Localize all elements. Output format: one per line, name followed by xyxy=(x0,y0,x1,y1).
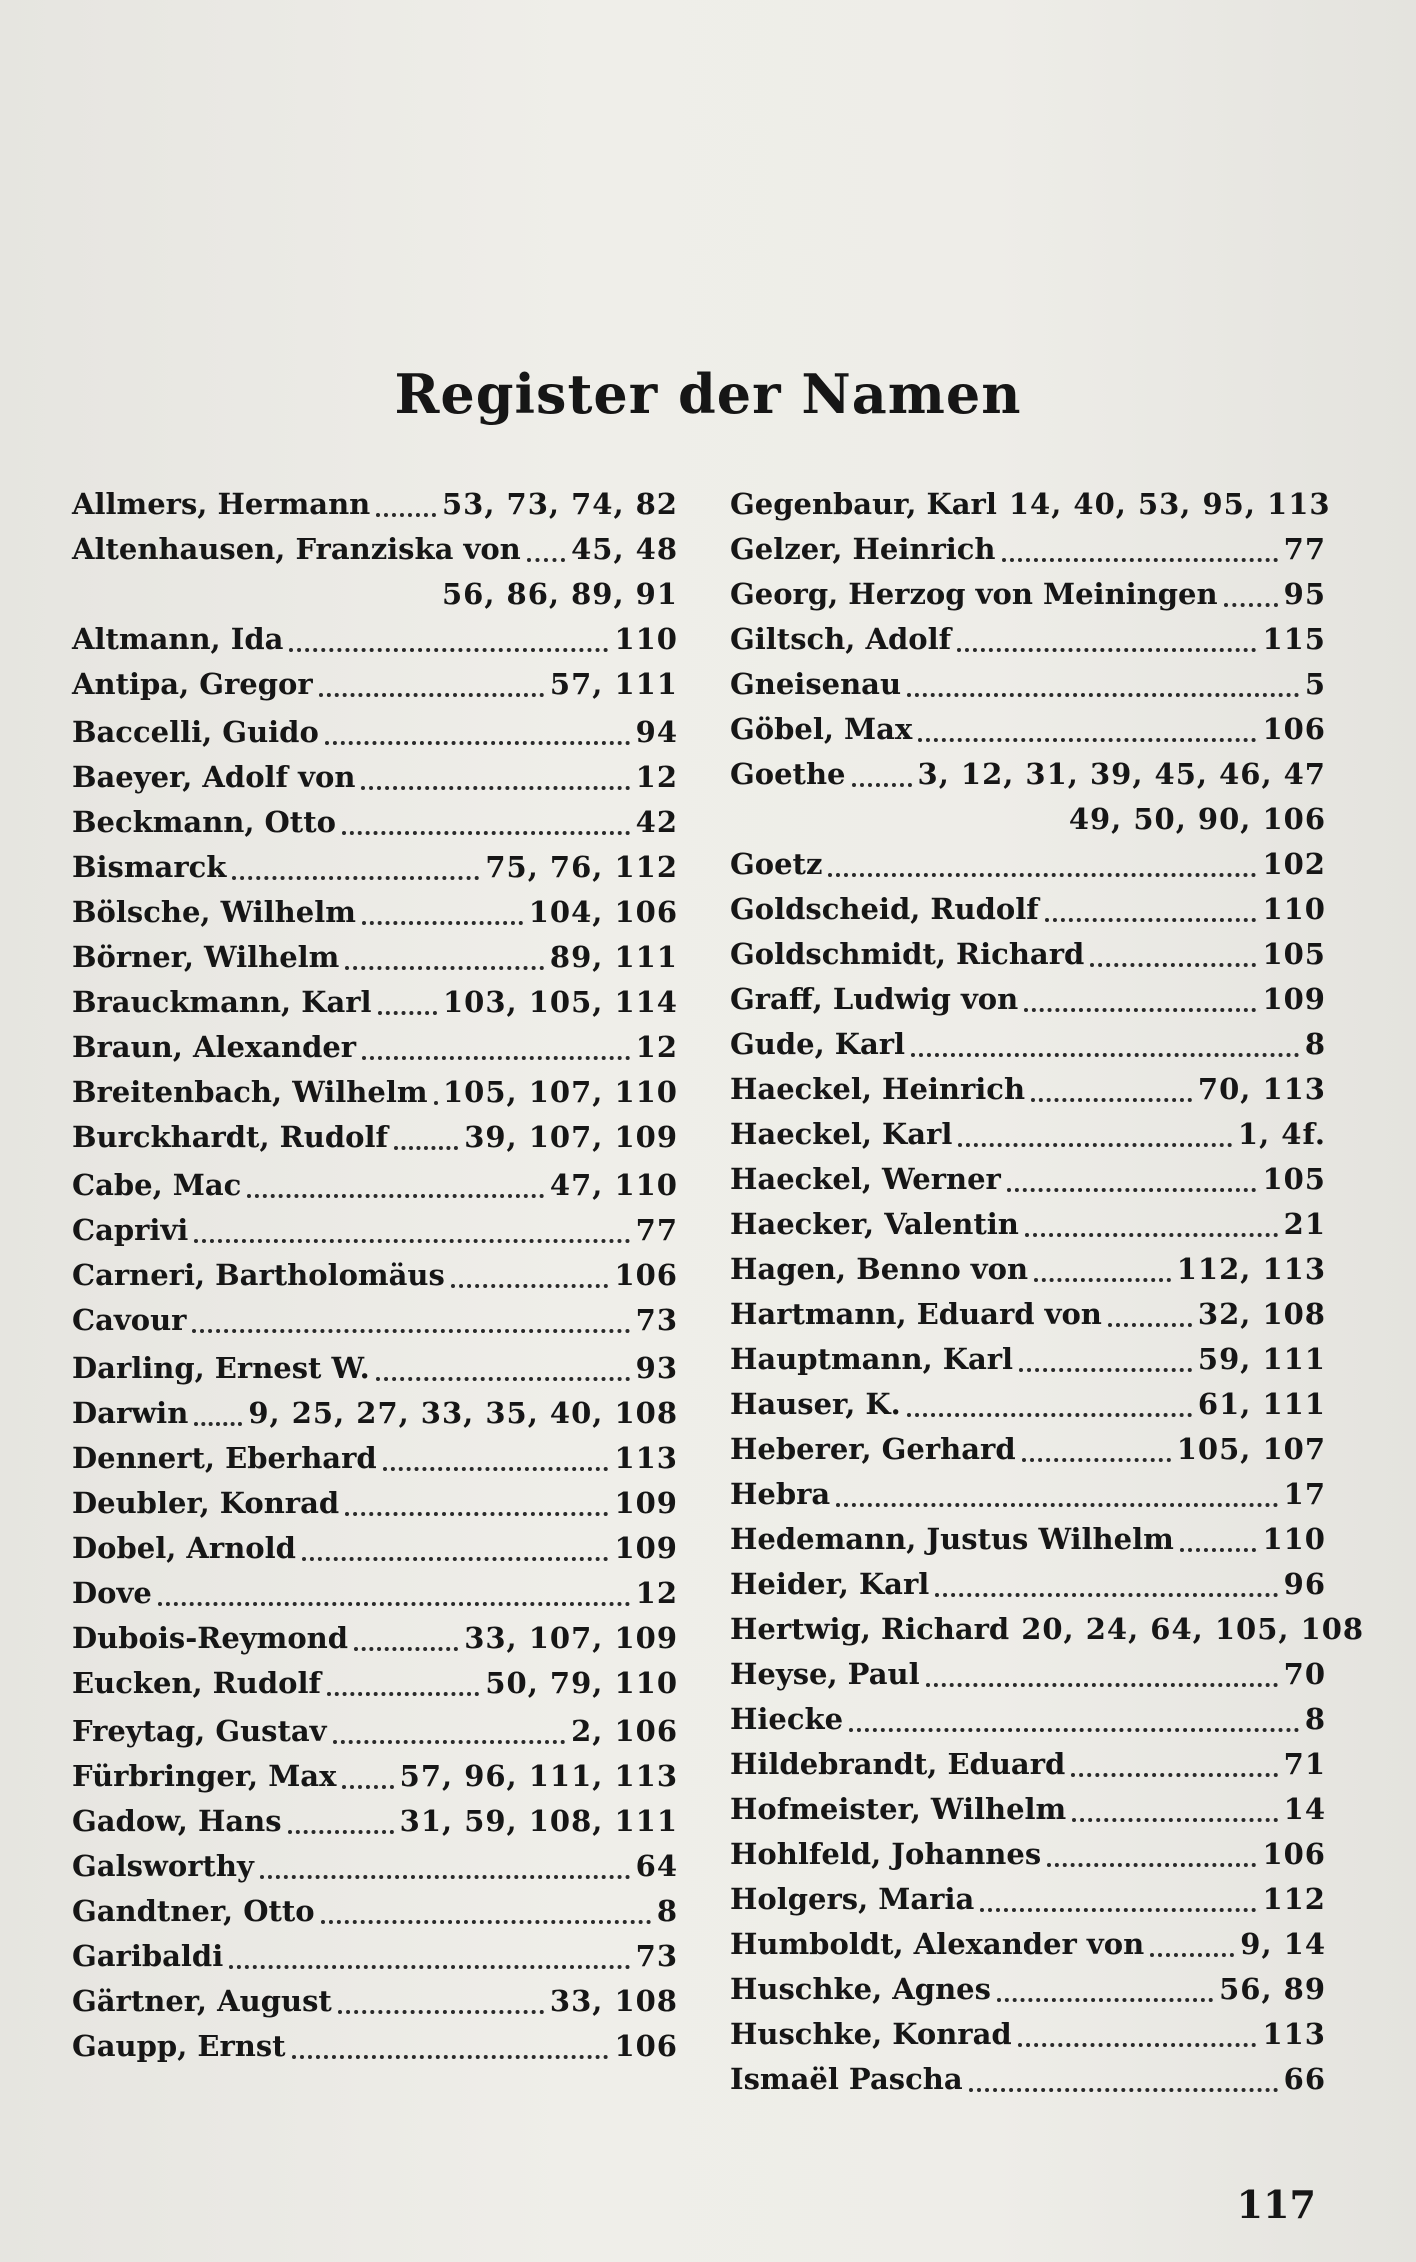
dot-leader xyxy=(935,1593,1277,1597)
entry-name: Goldscheid, Rudolf xyxy=(730,892,1039,926)
dot-leader xyxy=(1024,1008,1256,1012)
entry-name: Gelzer, Heinrich xyxy=(730,532,996,566)
index-entry xyxy=(730,1112,1326,1157)
dot-leader xyxy=(232,876,479,880)
index-entry xyxy=(730,2057,1326,2102)
entry-pages: 53, 73, 74, 82 xyxy=(441,487,678,521)
index-entry xyxy=(730,1337,1326,1382)
entry-pages: 75, 76, 112 xyxy=(485,850,678,884)
entry-pages: 14, 40, 53, 95, 113 xyxy=(1008,487,1331,521)
dot-leader xyxy=(451,1284,609,1288)
entry-pages: 1, 4f. xyxy=(1237,1117,1326,1151)
entry-pages: 105, 107, 110 xyxy=(443,1075,678,1109)
dot-leader xyxy=(247,1194,544,1198)
entry-name: Darwin xyxy=(72,1396,189,1430)
entry-name: Deubler, Konrad xyxy=(72,1486,340,1520)
dot-leader xyxy=(1224,603,1278,607)
entry-pages: 2, 106 xyxy=(571,1714,678,1748)
entry-name: Hertwig, Richard xyxy=(730,1612,1010,1646)
entry-pages: 12 xyxy=(635,760,678,794)
entry-pages: 106 xyxy=(1262,712,1326,746)
index-entry xyxy=(730,1562,1326,1607)
index-entry xyxy=(730,707,1326,752)
entry-name: Gandtner, Otto xyxy=(72,1894,315,1928)
entry-pages: 32, 108 xyxy=(1197,1297,1326,1331)
entry-name: Altenhausen, Franziska von xyxy=(72,532,521,566)
entry-pages: 95 xyxy=(1283,577,1326,611)
entry-name: Dobel, Arnold xyxy=(72,1531,296,1565)
dot-leader xyxy=(1108,1323,1192,1327)
dot-leader xyxy=(288,1830,394,1834)
entry-pages: 59, 111 xyxy=(1197,1342,1326,1376)
entry-name: Dove xyxy=(72,1576,152,1610)
index-entry xyxy=(730,887,1326,932)
entry-pages: 56, 86, 89, 91 xyxy=(441,577,678,611)
entry-name: Gude, Karl xyxy=(730,1027,906,1061)
dot-leader xyxy=(194,1422,242,1426)
index-entry xyxy=(72,1979,678,2024)
entry-name: Göbel, Max xyxy=(730,712,913,746)
entry-pages: 12 xyxy=(635,1576,678,1610)
entry-name: Hildebrandt, Eduard xyxy=(730,1747,1066,1781)
index-entry xyxy=(730,842,1326,887)
index-entry xyxy=(72,1436,678,1481)
entry-name: Goldschmidt, Richard xyxy=(730,937,1085,971)
entry-name: Altmann, Ida xyxy=(72,622,284,656)
entry-name: Hartmann, Eduard von xyxy=(730,1297,1102,1331)
index-entry xyxy=(730,1247,1326,1292)
dot-leader xyxy=(1031,1098,1192,1102)
entry-name: Börner, Wilhelm xyxy=(72,940,340,974)
entry-pages: 64 xyxy=(635,1849,678,1883)
entry-pages: 70, 113 xyxy=(1197,1072,1326,1106)
entry-pages: 50, 79, 110 xyxy=(485,1666,678,1700)
dot-leader xyxy=(362,921,523,925)
entry-pages: 94 xyxy=(635,715,678,749)
dot-leader xyxy=(852,783,912,787)
entry-pages: 106 xyxy=(614,1258,678,1292)
entry-name: Bismarck xyxy=(72,850,227,884)
dot-leader xyxy=(383,1467,609,1471)
entry-name: Garibaldi xyxy=(72,1939,224,1973)
dot-leader xyxy=(1045,918,1257,922)
entry-name: Cavour xyxy=(72,1303,187,1337)
index-entry xyxy=(730,1652,1326,1697)
dot-leader xyxy=(1019,1368,1192,1372)
dot-leader xyxy=(325,741,630,745)
dot-leader xyxy=(527,558,565,562)
dot-leader xyxy=(354,1647,458,1651)
entry-name: Goethe xyxy=(730,757,846,791)
dot-leader xyxy=(1090,963,1256,967)
dot-leader xyxy=(926,1683,1278,1687)
entry-pages: 14 xyxy=(1283,1792,1326,1826)
index-entry xyxy=(72,1709,678,1754)
index-entry xyxy=(72,755,678,800)
entry-name: Braun, Alexander xyxy=(72,1030,357,1064)
entry-name: Ismaël Pascha xyxy=(730,2062,963,2096)
index-entry xyxy=(730,482,1331,527)
index-entry xyxy=(730,1022,1326,1067)
index-entry xyxy=(730,932,1326,977)
entry-pages: 20, 24, 64, 105, 108 xyxy=(1021,1612,1365,1646)
index-entry xyxy=(72,2024,678,2069)
entry-name: Hauser, K. xyxy=(730,1387,901,1421)
entry-pages: 8 xyxy=(1304,1027,1326,1061)
index-entry xyxy=(72,1661,678,1706)
index-entry xyxy=(72,1070,678,1115)
entry-name: Haeckel, Werner xyxy=(730,1162,1001,1196)
index-entry xyxy=(730,527,1326,572)
entry-name: Haecker, Valentin xyxy=(730,1207,1019,1241)
entry-pages: 96 xyxy=(1283,1567,1326,1601)
entry-pages: 110 xyxy=(1262,1522,1326,1556)
page-number: 117 xyxy=(1236,2182,1316,2227)
entry-name: Goetz xyxy=(730,847,823,881)
entry-name: Hofmeister, Wilhelm xyxy=(730,1792,1067,1826)
dot-leader xyxy=(1071,1773,1277,1777)
entry-name: Heyse, Paul xyxy=(730,1657,920,1691)
entry-pages: 102 xyxy=(1262,847,1326,881)
index-entry xyxy=(730,1697,1326,1742)
dot-leader xyxy=(849,1728,1299,1732)
entry-pages: 9, 14 xyxy=(1240,1927,1326,1961)
entry-name: Dubois-Reymond xyxy=(72,1621,349,1655)
entry-pages: 31, 59, 108, 111 xyxy=(399,1804,678,1838)
entry-pages: 49, 50, 90, 106 xyxy=(1068,802,1326,836)
index-entry xyxy=(72,1253,678,1298)
entry-pages: 105 xyxy=(1262,937,1326,971)
dot-leader xyxy=(302,1557,609,1561)
index-entry xyxy=(730,752,1326,797)
dot-leader xyxy=(969,2088,1278,2092)
entry-pages: 33, 107, 109 xyxy=(464,1621,678,1655)
entry-name: Bölsche, Wilhelm xyxy=(72,895,356,929)
index-entry xyxy=(72,710,678,755)
index-entry xyxy=(730,1517,1326,1562)
index-entry xyxy=(72,1025,678,1070)
index-entry xyxy=(72,1571,678,1616)
entry-pages: 109 xyxy=(614,1486,678,1520)
index-entry xyxy=(730,1472,1326,1517)
index-entry xyxy=(72,1391,678,1436)
dot-leader xyxy=(907,1413,1192,1417)
dot-leader xyxy=(333,1740,566,1744)
index-entry xyxy=(730,1832,1326,1877)
index-entry xyxy=(730,1427,1326,1472)
entry-name: Heider, Karl xyxy=(730,1567,930,1601)
entry-name: Allmers, Hermann xyxy=(72,487,371,521)
entry-pages: 5 xyxy=(1304,667,1326,701)
dot-leader xyxy=(292,2055,609,2059)
dot-leader xyxy=(394,1146,458,1150)
entry-pages: 73 xyxy=(635,1303,678,1337)
index-entry xyxy=(730,617,1326,662)
entry-pages: 21 xyxy=(1283,1207,1326,1241)
page-title: Register der Namen xyxy=(394,362,1022,426)
index-entry xyxy=(72,1616,678,1661)
entry-name: Dennert, Eberhard xyxy=(72,1441,377,1475)
dot-leader xyxy=(1034,1278,1171,1282)
entry-pages: 9, 25, 27, 33, 35, 40, 108 xyxy=(248,1396,678,1430)
index-entry xyxy=(730,1202,1326,1247)
entry-pages: 93 xyxy=(635,1351,678,1385)
entry-name: Huschke, Konrad xyxy=(730,2017,1012,2051)
entry-pages: 8 xyxy=(656,1894,678,1928)
index-entry xyxy=(72,1526,678,1571)
index-entry xyxy=(730,1922,1326,1967)
index-entry xyxy=(72,1346,678,1391)
index-entry xyxy=(730,797,1326,842)
index-entry xyxy=(730,662,1326,707)
entry-name: Holgers, Maria xyxy=(730,1882,975,1916)
entry-pages: 110 xyxy=(1262,892,1326,926)
entry-pages: 105, 107 xyxy=(1176,1432,1326,1466)
entry-pages: 12 xyxy=(635,1030,678,1064)
dot-leader xyxy=(361,786,629,790)
index-entry xyxy=(72,572,678,617)
index-entry xyxy=(730,977,1326,1022)
index-entry xyxy=(72,1844,678,1889)
entry-pages: 8 xyxy=(1304,1702,1326,1736)
entry-pages: 110 xyxy=(614,622,678,656)
dot-leader xyxy=(1180,1548,1257,1552)
entry-pages: 77 xyxy=(635,1213,678,1247)
dot-leader xyxy=(289,648,608,652)
entry-pages: 103, 105, 114 xyxy=(443,985,678,1019)
index-entry xyxy=(72,1208,678,1253)
index-entry xyxy=(72,1481,678,1526)
dot-leader xyxy=(1018,2043,1257,2047)
dot-leader xyxy=(321,1920,651,1924)
index-entry xyxy=(730,1607,1365,1652)
entry-name: Gärtner, August xyxy=(72,1984,332,2018)
entry-name: Darling, Ernest W. xyxy=(72,1351,370,1385)
index-entry xyxy=(72,1889,678,1934)
index-entry xyxy=(730,1157,1326,1202)
entry-name: Hohlfeld, Johannes xyxy=(730,1837,1042,1871)
entry-pages: 112, 113 xyxy=(1176,1252,1326,1286)
dot-leader xyxy=(1047,1863,1256,1867)
entry-name: Haeckel, Heinrich xyxy=(730,1072,1026,1106)
dot-leader xyxy=(1002,558,1278,562)
entry-pages: 73 xyxy=(635,1939,678,1973)
dot-leader xyxy=(836,1503,1277,1507)
entry-pages: 71 xyxy=(1283,1747,1326,1781)
dot-leader xyxy=(362,1056,630,1060)
entry-name: Gadow, Hans xyxy=(72,1804,282,1838)
dot-leader xyxy=(345,966,544,970)
entry-name: Breitenbach, Wilhelm xyxy=(72,1075,428,1109)
index-entry xyxy=(72,1298,678,1343)
dot-leader xyxy=(918,738,1256,742)
dot-leader xyxy=(1150,1953,1234,1957)
entry-pages: 105 xyxy=(1262,1162,1326,1196)
entry-name: Humboldt, Alexander von xyxy=(730,1927,1145,1961)
dot-leader xyxy=(376,513,436,517)
dot-leader xyxy=(1007,1188,1257,1192)
entry-pages: 66 xyxy=(1283,2062,1326,2096)
index-entry xyxy=(72,980,678,1025)
right-column xyxy=(730,482,1365,2102)
index-entry xyxy=(730,2012,1326,2057)
entry-pages: 70 xyxy=(1283,1657,1326,1691)
entry-pages: 109 xyxy=(614,1531,678,1565)
index-entry xyxy=(72,1799,678,1844)
entry-pages: 57, 96, 111, 113 xyxy=(399,1759,678,1793)
entry-pages: 113 xyxy=(614,1441,678,1475)
index-entry xyxy=(730,1787,1326,1832)
entry-name: Graff, Ludwig von xyxy=(730,982,1019,1016)
index-entry xyxy=(730,1382,1326,1427)
entry-name: Hebra xyxy=(730,1477,831,1511)
entry-pages: 3, 12, 31, 39, 45, 46, 47 xyxy=(917,757,1326,791)
index-entry xyxy=(72,617,678,662)
dot-leader xyxy=(327,1692,479,1696)
entry-name: Cabe, Mac xyxy=(72,1168,242,1202)
entry-pages: 57, 111 xyxy=(549,667,678,701)
entry-name: Gaupp, Ernst xyxy=(72,2029,286,2063)
dot-leader xyxy=(1022,1458,1171,1462)
entry-name: Georg, Herzog von Meiningen xyxy=(730,577,1218,611)
entry-pages: 112 xyxy=(1262,1882,1326,1916)
index-entry xyxy=(72,845,678,890)
entry-name: Carneri, Bartholomäus xyxy=(72,1258,445,1292)
entry-name: Baccelli, Guido xyxy=(72,715,319,749)
entry-pages: 89, 111 xyxy=(549,940,678,974)
dot-leader xyxy=(980,1908,1256,1912)
dot-leader xyxy=(378,1011,437,1015)
dot-leader xyxy=(1025,1233,1278,1237)
dot-leader xyxy=(342,831,630,835)
index-entry xyxy=(72,662,678,707)
entry-name: Gneisenau xyxy=(730,667,902,701)
index-entry xyxy=(730,1292,1326,1337)
entry-pages: 42 xyxy=(635,805,678,839)
entry-pages: 109 xyxy=(1262,982,1326,1016)
index-entry xyxy=(72,1163,678,1208)
index-entry xyxy=(72,1115,678,1160)
entry-name: Heberer, Gerhard xyxy=(730,1432,1016,1466)
dot-leader xyxy=(958,1143,1232,1147)
entry-pages: 56, 89 xyxy=(1219,1972,1326,2006)
entry-pages: 47, 110 xyxy=(549,1168,678,1202)
dot-leader xyxy=(957,648,1256,652)
dot-leader xyxy=(192,1329,629,1333)
dot-leader xyxy=(194,1239,629,1243)
index-entry xyxy=(72,935,678,980)
index-entry xyxy=(72,1754,678,1799)
entry-name: Galsworthy xyxy=(72,1849,254,1883)
dot-leader xyxy=(376,1377,630,1381)
dot-leader xyxy=(911,1053,1299,1057)
entry-pages: 106 xyxy=(614,2029,678,2063)
entry-name: Eucken, Rudolf xyxy=(72,1666,321,1700)
entry-name: Hiecke xyxy=(730,1702,844,1736)
index-entry xyxy=(72,482,678,527)
entry-pages: 104, 106 xyxy=(528,895,678,929)
index-entry xyxy=(72,1934,678,1979)
entry-name: Hagen, Benno von xyxy=(730,1252,1029,1286)
entry-name: Burckhardt, Rudolf xyxy=(72,1120,388,1154)
entry-pages: 115 xyxy=(1262,622,1326,656)
dot-leader xyxy=(907,693,1299,697)
entry-name: Gegenbaur, Karl xyxy=(730,487,997,521)
left-column xyxy=(72,482,678,2069)
entry-pages: 106 xyxy=(1262,1837,1326,1871)
entry-pages: 33, 108 xyxy=(549,1984,678,2018)
index-entry xyxy=(730,1742,1326,1787)
entry-pages: 39, 107, 109 xyxy=(464,1120,678,1154)
index-entry xyxy=(72,890,678,935)
entry-pages: 77 xyxy=(1283,532,1326,566)
dot-leader xyxy=(1072,1818,1277,1822)
entry-pages: 113 xyxy=(1262,2017,1326,2051)
entry-name: Huschke, Agnes xyxy=(730,1972,991,2006)
dot-leader xyxy=(158,1602,630,1606)
entry-name: Beckmann, Otto xyxy=(72,805,336,839)
dot-leader xyxy=(229,1965,629,1969)
entry-name: Caprivi xyxy=(72,1213,189,1247)
index-entry xyxy=(730,1877,1326,1922)
dot-leader xyxy=(997,1998,1213,2002)
entry-name: Freytag, Gustav xyxy=(72,1714,327,1748)
index-entry xyxy=(72,800,678,845)
entry-name: Baeyer, Adolf von xyxy=(72,760,356,794)
index-entry xyxy=(730,572,1326,617)
dot-leader xyxy=(338,2010,544,2014)
dot-leader xyxy=(434,1101,437,1105)
index-entry xyxy=(730,1067,1326,1112)
entry-name: Giltsch, Adolf xyxy=(730,622,952,656)
index-entry xyxy=(730,1967,1326,2012)
dot-leader xyxy=(828,873,1256,877)
dot-leader xyxy=(342,1785,393,1789)
entry-name: Hauptmann, Karl xyxy=(730,1342,1014,1376)
index-entry xyxy=(72,527,678,572)
dot-leader xyxy=(345,1512,608,1516)
entry-pages: 45, 48 xyxy=(571,532,678,566)
dot-leader xyxy=(260,1875,630,1879)
entry-name: Fürbringer, Max xyxy=(72,1759,337,1793)
entry-pages: 17 xyxy=(1283,1477,1326,1511)
entry-name: Brauckmann, Karl xyxy=(72,985,372,1019)
entry-name: Antipa, Gregor xyxy=(72,667,313,701)
entry-pages: 61, 111 xyxy=(1197,1387,1326,1421)
entry-name: Hedemann, Justus Wilhelm xyxy=(730,1522,1174,1556)
dot-leader xyxy=(319,693,544,697)
entry-name: Haeckel, Karl xyxy=(730,1117,953,1151)
